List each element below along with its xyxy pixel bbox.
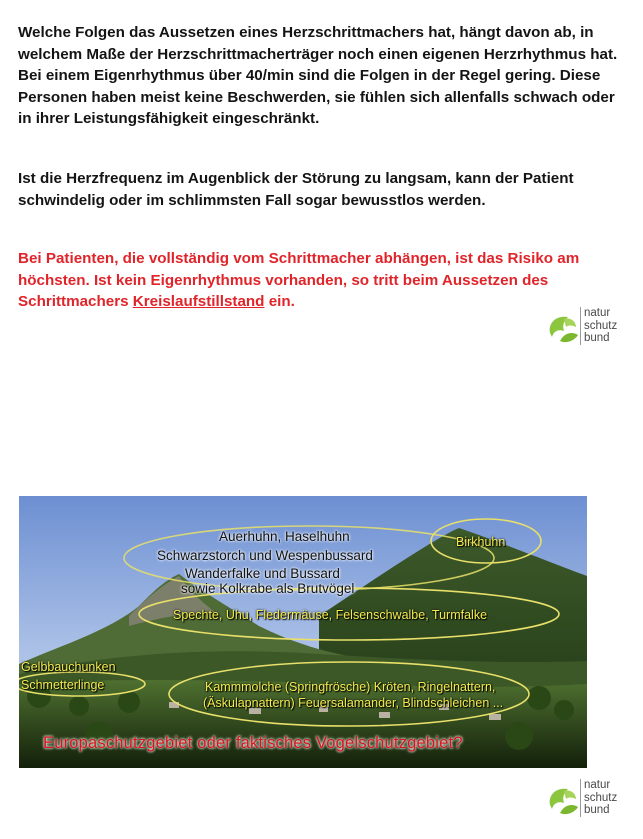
schmetterlinge-label: Schmetterlinge xyxy=(21,678,105,692)
logo-word-natur: natur xyxy=(584,307,611,319)
lowland-species-2: (Äskulapnattern) Feuersalamander, Blindschleichen ... xyxy=(203,696,504,710)
summit-species-2: Schwarzstorch und Wespenbussard xyxy=(157,548,373,563)
gelbbauchunken-label: Gelbbauchunken xyxy=(21,660,116,674)
risk-text-end: ein. xyxy=(264,293,295,310)
risk-text: Bei Patienten, die vollständig vom Schrittmacher abhängen, ist das Risiko am höchsten. Ist kein Eigenrhythmus vorhanden, so tritt beim Aussetzen des Schrittmachers xyxy=(18,250,580,310)
birkhuhn-label: Birkhuhn xyxy=(456,535,506,549)
summit-species-4: sowie Kolkrabe als Brutvögel xyxy=(181,581,355,596)
logo-wordmark xyxy=(580,779,617,817)
logo-wordmark xyxy=(580,307,617,345)
summit-species-1: Auerhuhn, Haselhuhn xyxy=(219,529,350,544)
summit-species-3: Wanderfalke und Bussard xyxy=(185,566,340,581)
naturschutzbund-logo xyxy=(546,307,630,347)
leaf-icon xyxy=(546,783,580,817)
logo-word-bund: bund xyxy=(584,804,610,816)
risk-paragraph xyxy=(18,248,618,313)
kreislaufstillstand-link[interactable]: Kreislaufstillstand xyxy=(132,293,265,310)
heart-rate-paragraph: Ist die Herzfrequenz im Augenblick der Störung zu langsam, kann der Patient schwindelig oder im schlimmsten Fall sogar bewusstlos werden. xyxy=(18,170,574,209)
logo-word-bund: bund xyxy=(584,332,610,344)
logo-word-schutz: schutz xyxy=(584,791,618,804)
naturschutzbund-logo-bottom xyxy=(546,779,630,819)
protection-question: Europaschutzgebiet oder faktisches Vogelschutzgebiet? xyxy=(43,734,463,752)
logo-word-natur: natur xyxy=(584,779,611,791)
middle-zone-label: Spechte, Uhu, Fledermäuse, Felsenschwalbe, Turmfalke xyxy=(173,608,488,622)
habitat-photo xyxy=(19,496,587,768)
logo-word-schutz: schutz xyxy=(584,319,618,332)
intro-paragraph: Welche Folgen das Aussetzen eines Herzschrittmachers hat, hängt davon ab, in welchem Maße der Herzschrittmacherträger noch einen eigenen Herzrhythmus hat. Bei einem Eigenrhythmus über 40/min sind die Folgen in der Regel gering. Diese Personen haben meist keine Beschwerden, sie fühlen sich allenfalls schwach oder in ihrer Leistungsfähigkeit eingeschränkt. xyxy=(18,24,618,127)
leaf-icon xyxy=(546,311,580,345)
lowland-species-1: Kammmolche (Springfrösche) Kröten, Ringelnattern, xyxy=(205,680,496,694)
